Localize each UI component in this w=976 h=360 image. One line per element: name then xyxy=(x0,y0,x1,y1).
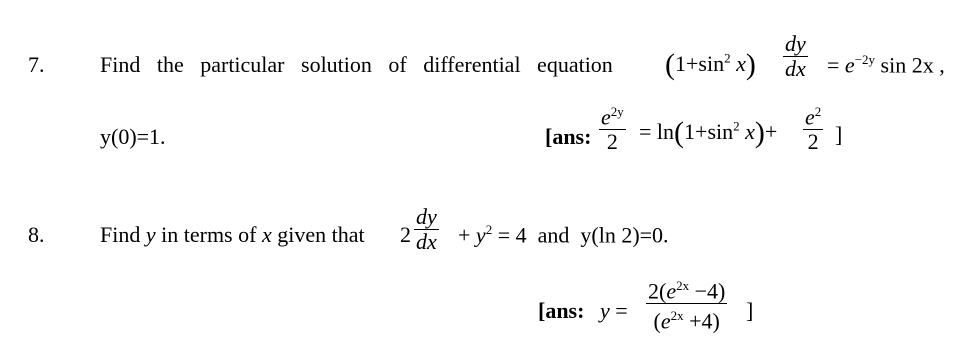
problem-7-condition: y(0)=1. xyxy=(100,124,166,149)
rhs-tail: sin 2x , xyxy=(880,52,945,78)
answer-inner: 1+sin xyxy=(684,119,734,144)
answer-label: [ans: xyxy=(545,124,592,149)
paren-close: ) xyxy=(745,48,756,81)
problem-7-answer: [ans: $e^{2y}$ 2 = $\ln(1+\sin^2$ x)+ $e^2$ 2 ] xyxy=(545,100,865,170)
lhs-x: x xyxy=(736,51,746,76)
answer-fraction-2 xyxy=(803,100,823,154)
answer-label: [ans: xyxy=(538,298,585,323)
problem-7-number: 7. xyxy=(28,52,45,77)
coefficient: 2 xyxy=(400,222,411,247)
answer-close: ] xyxy=(746,298,754,323)
fraction-numerator: $2(e^{2x} -4)$ xyxy=(648,278,726,304)
answer-fraction-1 xyxy=(599,100,626,154)
lhs-sup: 2 xyxy=(724,50,731,66)
fraction-numerator: dy xyxy=(785,31,806,56)
fraction-denominator: 2 xyxy=(606,129,618,155)
problem-7-prompt: Find the particular solution of differential equation xyxy=(100,52,613,77)
paren-close: ) xyxy=(754,116,765,149)
fraction-denominator: $(e^{2x} +4)$ xyxy=(653,308,720,334)
answer-middle: = ln xyxy=(639,119,675,144)
fraction-denominator: dx xyxy=(785,56,806,81)
lhs-inner: 1+sin xyxy=(675,51,725,76)
dy-dx-fraction xyxy=(414,205,439,254)
problem-8-answer: [ans: y = $2(e^{2x} -4)$ $(e^{2x} +4)$ ] xyxy=(538,272,798,352)
fraction-numerator: $e^2$ xyxy=(805,104,822,130)
fraction-numerator: dy xyxy=(416,204,437,229)
problem-8-prompt: Find y in terms of x given that xyxy=(100,222,365,247)
fraction-denominator: dx xyxy=(416,229,437,254)
equals-sign: = xyxy=(827,52,840,78)
answer-close: ] xyxy=(835,122,843,147)
answer-fraction xyxy=(646,274,727,334)
plus-sign: + xyxy=(764,119,778,144)
fraction-numerator: $e^{2y}$ xyxy=(601,104,624,130)
rhs-exponent: −2y xyxy=(854,52,876,67)
paren-open: ( xyxy=(665,48,675,81)
rhs-e: e xyxy=(844,52,855,78)
fraction-denominator: 2 xyxy=(807,129,819,155)
dy-dx-fraction xyxy=(783,32,808,81)
problem-7-equation xyxy=(665,31,965,104)
problem-8-number: 8. xyxy=(28,222,45,247)
problem-8-equation: 2 dy dx + $y^2 = 4$ and y(ln 2)=0. xyxy=(400,204,669,254)
paren-open: ( xyxy=(674,116,685,149)
